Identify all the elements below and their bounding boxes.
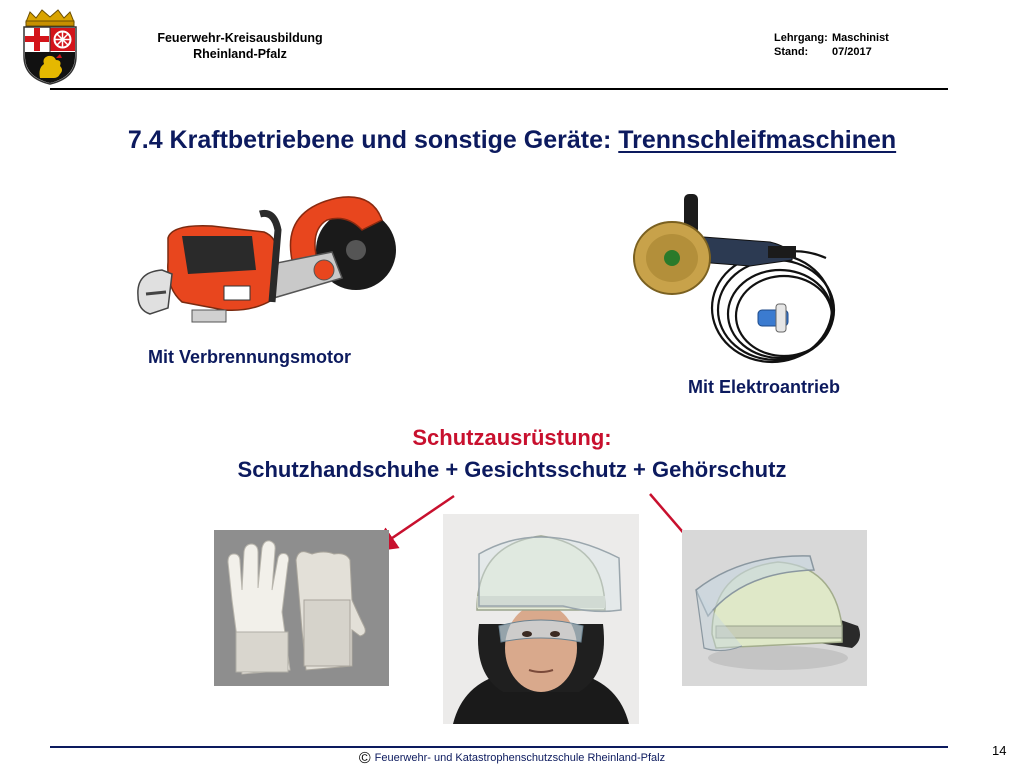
status-label: Stand:: [774, 46, 809, 58]
combustion-caption: Mit Verbrennungsmotor: [148, 347, 352, 367]
electric-caption: Mit Elektroantrieb: [688, 377, 841, 397]
footer-institution: Feuerwehr- und Katastrophenschutzschule Rheinland-Pfalz: [374, 752, 666, 764]
course-label: Lehrgang:: [774, 32, 828, 44]
org-line-2: Rheinland-Pfalz: [193, 47, 287, 61]
status-value: 07/2017: [832, 46, 872, 58]
protection-items: Schutzhandschuhe + Gesichtsschutz + Gehörschutz: [237, 457, 787, 482]
protection-heading: Schutzausrüstung:: [412, 425, 612, 450]
title-topic: Trennschleifmaschinen: [618, 126, 897, 154]
helmet-shield-image: [682, 530, 867, 686]
org-line-1: Feuerwehr-Kreisausbildung: [157, 31, 323, 45]
title-prefix: 7.4 Kraftbetriebene und sonstige Geräte:: [127, 126, 619, 154]
page-number: 14: [992, 743, 1007, 758]
gloves-image: [214, 530, 389, 686]
copyright-icon: ©: [358, 750, 371, 767]
course-value: Maschinist: [832, 32, 889, 44]
footer-text: [0, 750, 1024, 768]
firefighter-helmet-image: [443, 514, 639, 724]
footer-divider: [50, 746, 948, 748]
